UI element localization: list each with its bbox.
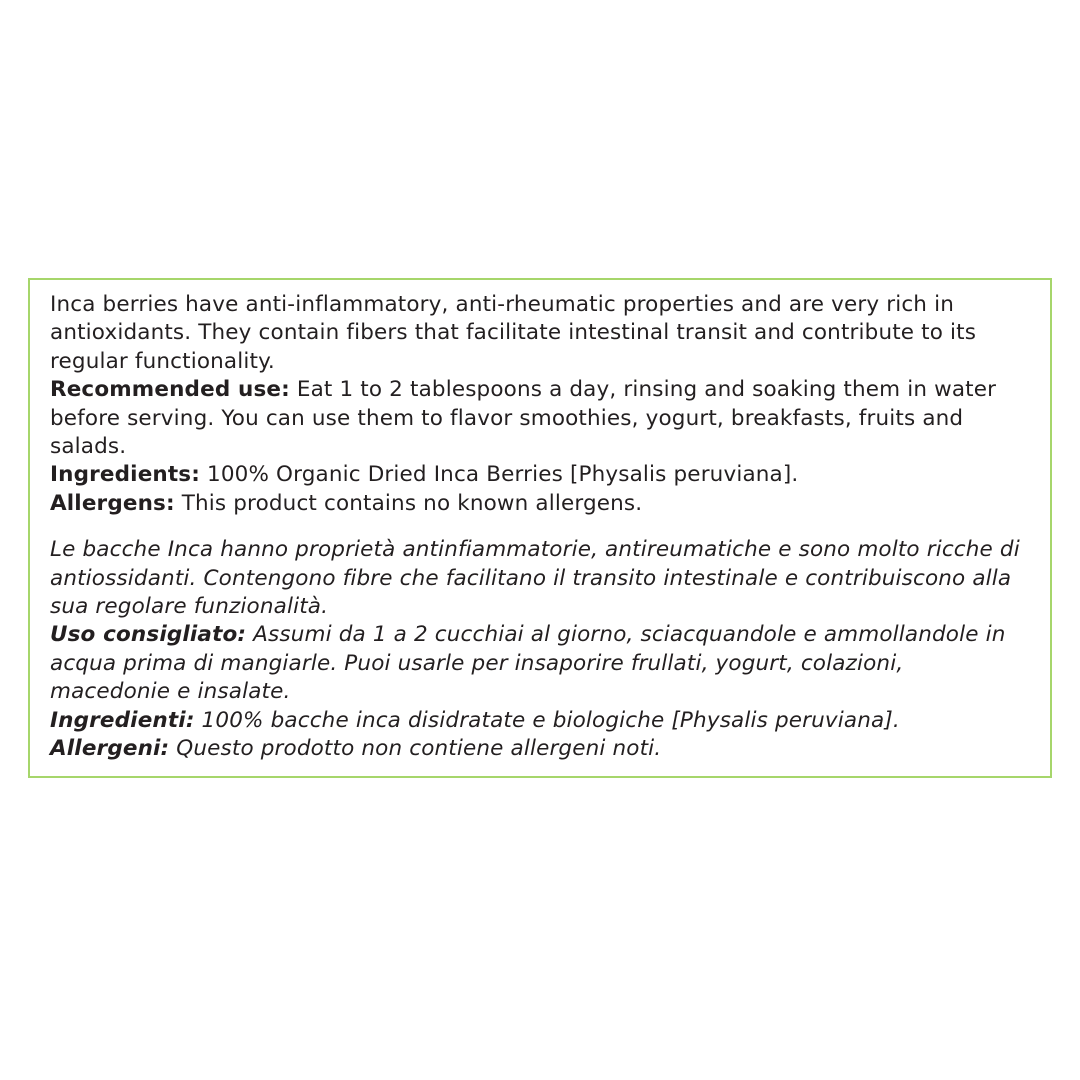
english-section [50, 291, 1030, 518]
italian-ingredients [50, 707, 1030, 735]
allergeni-label: Allergeni: [50, 736, 170, 762]
recommended-use-label: Recommended use: [50, 377, 290, 403]
italian-allergens [50, 735, 1030, 763]
italian-recommended-use [50, 621, 1030, 706]
allergens-text: This product contains no known allergens. [174, 490, 643, 516]
english-intro: Inca berries have anti-inflammatory, anti-rheumatic properties and are very rich in antioxidants. They contain fibers that facilitate intestinal transit and contribute to its regular functionality. [50, 292, 977, 374]
ingredienti-label: Ingredienti: [50, 707, 195, 733]
ingredients-label: Ingredients: [50, 462, 201, 488]
section-spacer [50, 518, 1030, 536]
ingredients-text: 100% Organic Dried Inca Berries [Physalis peruviana]. [200, 462, 799, 488]
allergeni-text: Questo prodotto non contiene allergeni noti. [169, 736, 662, 762]
english-ingredients [50, 461, 1030, 489]
recommended-use-text: Eat 1 to 2 tablespoons a day, rinsing and soaking them in water before serving. You can use them to flavor smoothies, yogurt, breakfasts, fruits and salads. [50, 377, 997, 460]
uso-consigliato-text: Assumi da 1 a 2 cucchiai al giorno, sciacquandole e ammollandole in acqua prima di mangiarle. Puoi usarle per insaporire frullati, yogurt, colazioni, macedonie e insalate. [50, 622, 1006, 705]
product-info-box [28, 278, 1052, 778]
italian-section [50, 536, 1030, 763]
english-allergens [50, 490, 1030, 518]
allergens-label: Allergens: [50, 490, 175, 516]
ingredienti-text: 100% bacche inca disidratate e biologiche [Physalis peruviana]. [194, 707, 900, 733]
english-recommended-use [50, 376, 1030, 461]
italian-intro: Le bacche Inca hanno proprietà antinfiammatorie, antireumatiche e sono molto ricche di antiossidanti. Contengono fibre che facilitano il transito intestinale e contribuiscono alla sua regolare funzionalità. [50, 537, 1020, 620]
uso-consigliato-label: Uso consigliato: [50, 622, 247, 648]
